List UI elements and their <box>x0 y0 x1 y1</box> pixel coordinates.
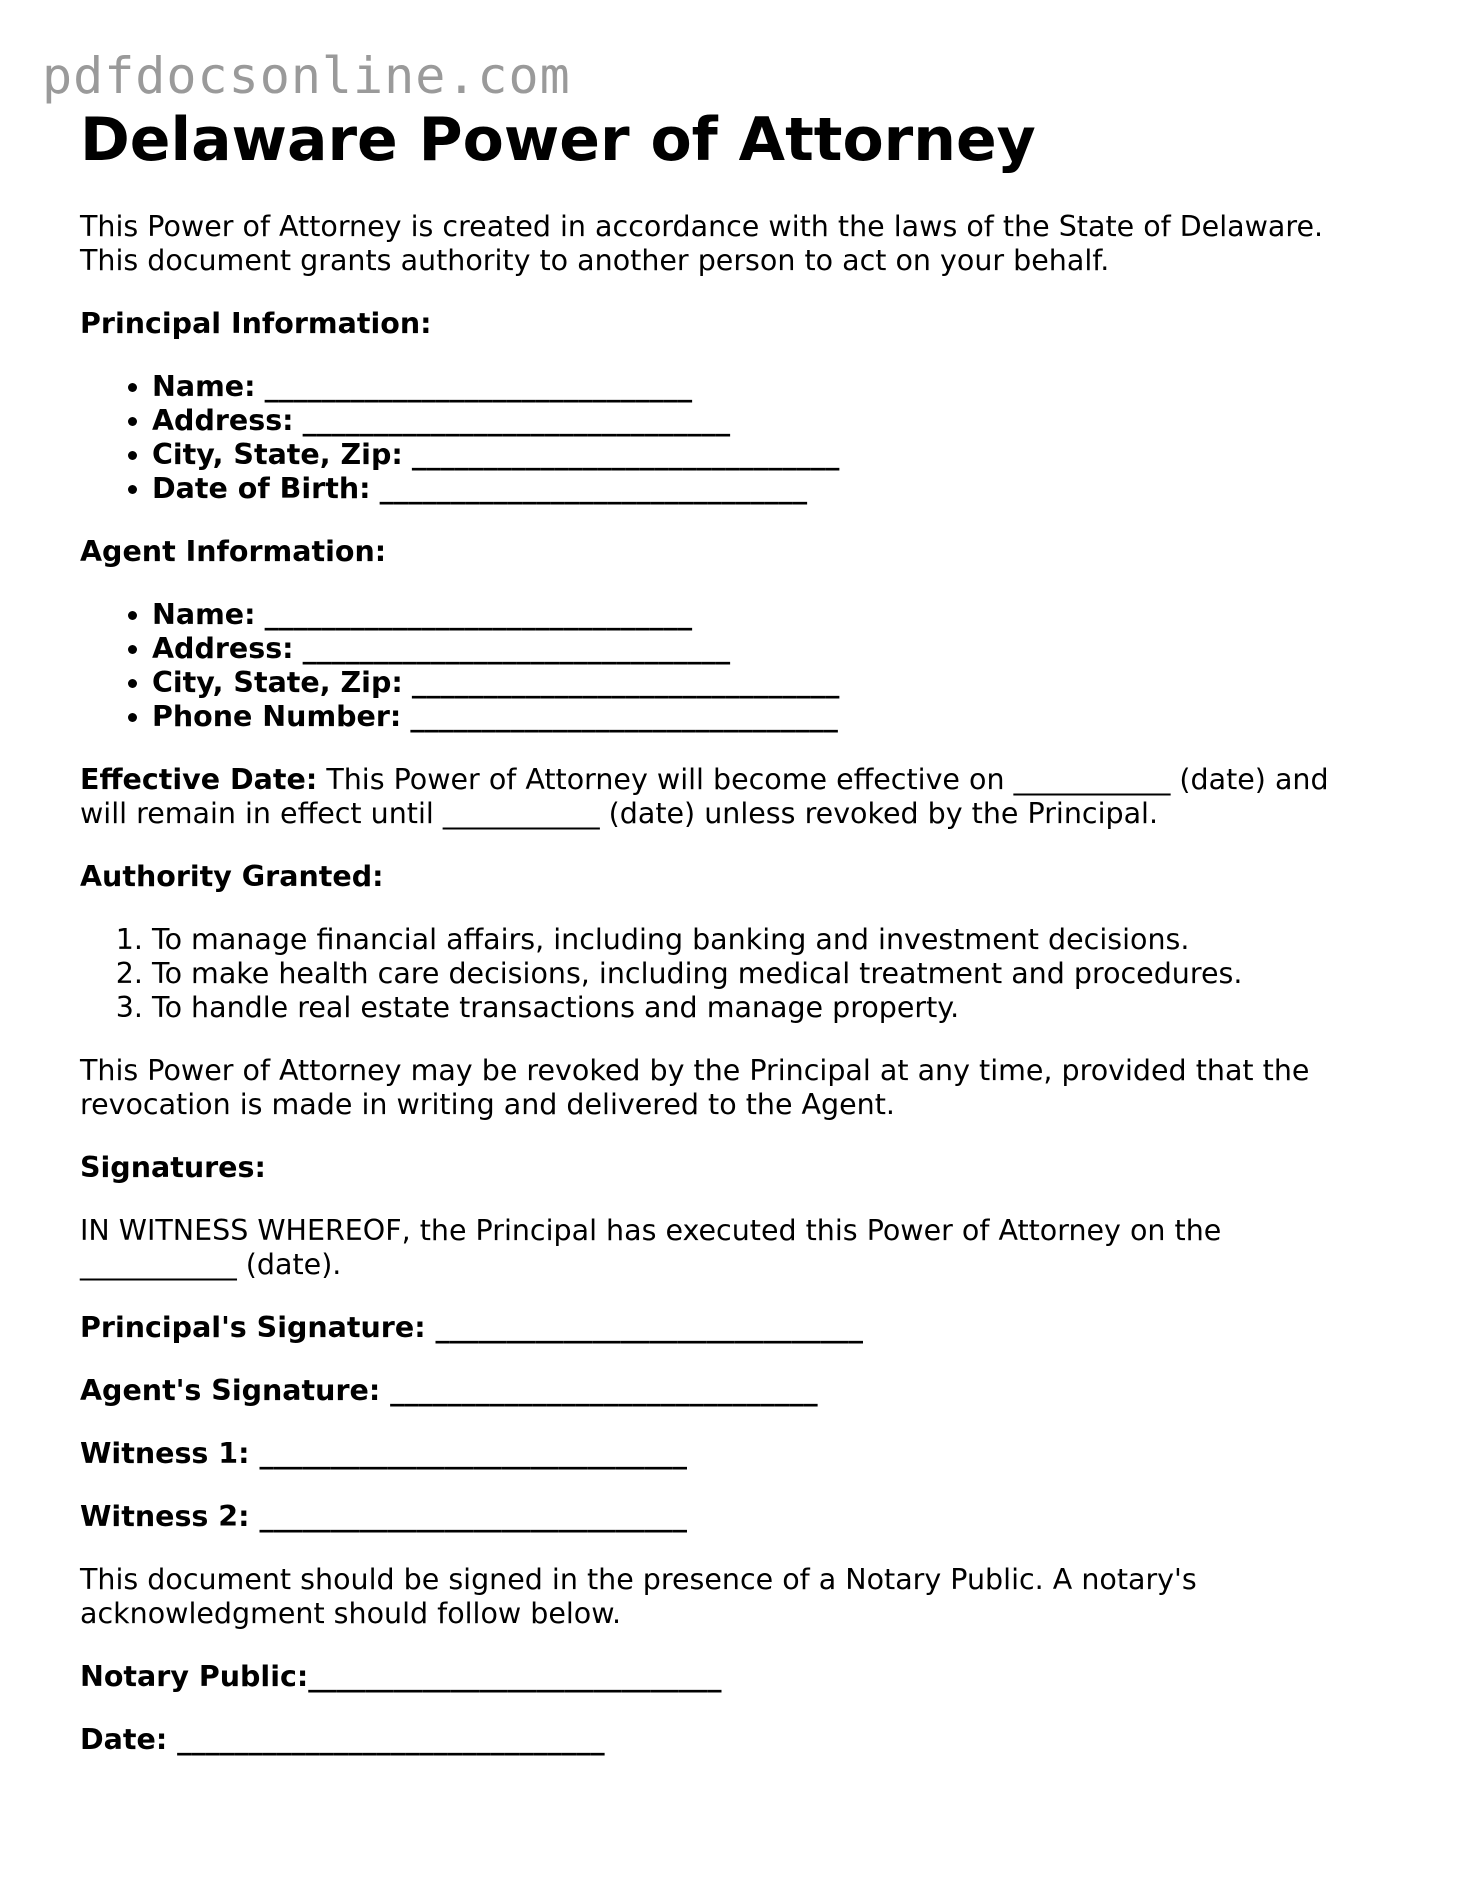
notary-instruction-line-2: acknowledgment should follow below. <box>80 1597 621 1630</box>
revocation-line-2: revocation is made in writing and delivered to the Agent. <box>80 1088 895 1121</box>
field-blank: ______________________________ <box>411 666 840 699</box>
revocation-paragraph <box>80 1054 1400 1122</box>
intro-paragraph <box>80 210 1400 278</box>
field-label: Name: <box>152 370 256 403</box>
authority-item: 1. To manage financial affairs, including banking and investment decisions. <box>152 923 1400 957</box>
principal-dob-field[interactable] <box>152 472 1400 506</box>
authority-heading: Authority Granted: <box>80 860 384 893</box>
authority-item: 2. To make health care decisions, including medical treatment and procedures. <box>152 957 1400 991</box>
document-title: Delaware Power of Attorney <box>80 105 1036 175</box>
witness-1-signature-line[interactable]: Witness 1: ______________________________ <box>80 1437 687 1470</box>
field-blank: ______________________________ <box>410 700 838 733</box>
witness-whereof-date-blank[interactable]: ___________ (date). <box>80 1248 342 1281</box>
principal-city-state-zip-field[interactable] <box>152 438 1400 472</box>
agent-phone-field[interactable] <box>152 700 1400 734</box>
witness-2-signature-line[interactable]: Witness 2: ______________________________ <box>80 1500 687 1533</box>
field-blank: ______________________________ <box>264 370 693 403</box>
field-blank: ______________________________ <box>411 438 840 471</box>
intro-line-1: This Power of Attorney is created in accordance with the laws of the State of Delaware. <box>80 210 1324 243</box>
field-label: Address: <box>152 632 294 665</box>
agent-city-state-zip-field[interactable] <box>152 666 1400 700</box>
principal-name-field[interactable] <box>152 370 1400 404</box>
witness-whereof-paragraph <box>80 1214 1400 1282</box>
notary-instruction-line-1: This document should be signed in the presence of a Notary Public. A notary's <box>80 1563 1197 1596</box>
principal-field-list <box>80 370 1400 506</box>
intro-line-2: This document grants authority to another person to act on your behalf. <box>80 244 1110 277</box>
principal-heading: Principal Information: <box>80 307 432 340</box>
field-label: Address: <box>152 404 294 437</box>
principal-signature-line[interactable]: Principal's Signature: ______________________________ <box>80 1311 864 1344</box>
field-label: City, State, Zip: <box>152 438 403 471</box>
agent-name-field[interactable] <box>152 598 1400 632</box>
signatures-heading: Signatures: <box>80 1151 266 1184</box>
effective-date-paragraph <box>80 763 1400 831</box>
document-page <box>80 100 1400 1757</box>
field-blank: ______________________________ <box>302 404 731 437</box>
agent-signature-line[interactable]: Agent's Signature: ______________________________ <box>80 1374 818 1407</box>
field-label: Phone Number: <box>152 700 402 733</box>
field-label: City, State, Zip: <box>152 666 403 699</box>
agent-heading: Agent Information: <box>80 535 387 568</box>
effective-date-line-1[interactable]: This Power of Attorney will become effective on ___________ (date) and <box>326 763 1329 796</box>
notary-instruction-paragraph <box>80 1563 1400 1631</box>
agent-field-list <box>80 598 1400 734</box>
field-label: Date of Birth: <box>152 472 371 505</box>
witness-whereof-line-1: IN WITNESS WHEREOF, the Principal has executed this Power of Attorney on the <box>80 1214 1222 1247</box>
field-blank: ______________________________ <box>379 472 808 505</box>
agent-address-field[interactable] <box>152 632 1400 666</box>
effective-date-label: Effective Date: <box>80 763 318 796</box>
effective-date-line-2[interactable]: will remain in effect until ___________ (date) unless revoked by the Principal. <box>80 797 1159 830</box>
field-blank: ______________________________ <box>264 598 693 631</box>
watermark-text: pdfdocsonline.com <box>42 47 571 105</box>
field-blank: ______________________________ <box>302 632 731 665</box>
notary-date-line[interactable]: Date: ______________________________ <box>80 1723 605 1756</box>
notary-public-line[interactable]: Notary Public:_____________________________ <box>80 1660 722 1693</box>
authority-list <box>80 923 1400 1025</box>
revocation-line-1: This Power of Attorney may be revoked by the Principal at any time, provided that the <box>80 1054 1310 1087</box>
authority-item: 3. To handle real estate transactions and manage property. <box>152 991 1400 1025</box>
principal-address-field[interactable] <box>152 404 1400 438</box>
field-label: Name: <box>152 598 256 631</box>
